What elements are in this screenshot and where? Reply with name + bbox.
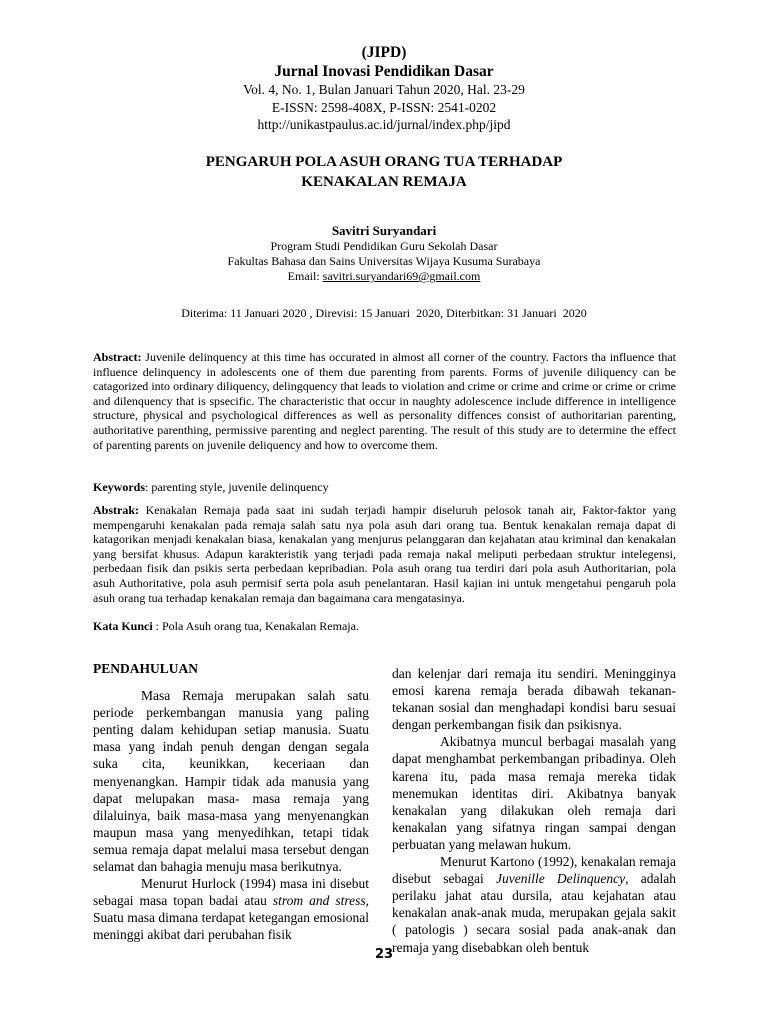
text-run: , adalah perilaku jahat atau dursila, atau kejahatan atau kenakalan anak-anak muda, merupakan gejala sakit ( patologis ) secara sosial pada anak-anak dan remaja yang disebabkan oleh bentuk: [392, 871, 676, 955]
text-run: , Suatu masa dimana terdapat ketegangan emosional meninggi akibat dari perubahan fisik: [93, 893, 369, 943]
volume-info: Vol. 4, No. 1, Bulan Januari Tahun 2020, Hal. 23-29: [243, 82, 525, 97]
keywords-english: [93, 480, 676, 495]
abstrak-text: Kenakalan Remaja pada saat ini sudah terjadi hampir diseluruh pelosok tanah air, Faktor-faktor yang mempengaruhi kenakalan pada remaja salah satu nya pola asuh dari orang tua. Bentuk kenakalan remaja dapat di katagorikan menjadi kenakalan biasa, kenakalan yang menjurus pelanggaran dan kejahatan atau kriminal dan kenakalan yang bersifat khusus. Adapun karakteristik yang terjadi pada remaja nakal meliputi perbedaan struktur intelegensi, perbedaan fisik dan psikis serta perbedaan kepribadian. Pola asuh orang tua terdiri dari pola asuh Authoritarian, pola asuh Authoritative, pola asuh permisif serta pola asuh penelantaran. Hasil kajian ini untuk mengetahui pengaruh pola asuh orang tua terhadap kenakalan remaja dan bagaimana cara mengatasinya.: [93, 503, 676, 605]
body-paragraph: [93, 875, 369, 943]
abstract-text: Juvenile delinquency at this time has occurated in almost all corner of the country. Factors tha influence that influence delinquency in adolescents one of them due parenting from parents. Forms of juvenile diliquency can be catagorized into ordinary diliquency, delingquency that leads to violation and crime or crime and crime or crime or crime and dilenquency that is spsecific. The characteristic that occur in naughty adolescence include difference in intelligence structure, physical and psychological differences as well as personality diffences consist of authoritarian parenting, authoritative parenthing, permissive parenting and neglect parenting. The result of this study are to determine the effect of parenting parents on juvenile deliquency and how to overcome them.: [93, 350, 676, 452]
katakunci-text: : Pola Asuh orang tua, Kenakalan Remaja.: [152, 619, 359, 633]
author-program: Program Studi Pendidikan Guru Sekolah Dasar: [270, 239, 498, 253]
title-line-2: KENAKALAN REMAJA: [301, 174, 467, 190]
author-email-line: [0, 269, 768, 284]
abstract-english: [93, 350, 676, 452]
submission-dates: Diterima: 11 Januari 2020 , Direvisi: 15 Januari 2020, Diterbitkan: 31 Januari 2020: [181, 306, 587, 320]
section-heading: PENDAHULUAN: [93, 661, 199, 676]
body-column-left: [93, 660, 369, 944]
journal-abbreviation: (JIPD): [361, 44, 407, 61]
journal-header: [0, 44, 768, 134]
body-paragraph: Masa Remaja merupakan salah satu periode perkembangan manusia yang paling penting dalam kehidupan setiap manusia. Suatu masa yang indah penuh dengan dengan segala suka cita, keunikkan, keceriaan dan menyenangkan. Hampir tidak ada manusia yang dapat melupakan masa- masa remaja yang dilaluinya, baik masa-masa yang menyenangkan maupun masa yang menyedihkan, tetapi tidak semua remaja dapat melalui masa tersebut dengan selamat dan bahagia menuju masa berikutnya.: [93, 688, 369, 875]
journal-url[interactable]: http://unikastpaulus.ac.id/jurnal/index.php/jipd: [257, 117, 511, 132]
keywords-indonesian: [93, 619, 676, 634]
body-paragraph: Akibatnya muncul berbagai masalah yang dapat menghambat perkembangan pribadinya. Oleh karena itu, pada masa remaja mereka tidak menemukan identitas diri. Akibatnya banyak kenakalan yang dilakukan oleh remaja dari kenakalan yang sifatnya ringan sampai dengan perbuatan yang melawan hukum.: [392, 734, 676, 852]
journal-name: Jurnal Inovasi Pendidikan Dasar: [274, 63, 494, 80]
text-run: Menurut Hurlock (1994) masa ini disebut sebagai masa topan badai atau: [93, 876, 369, 909]
abstrak-label: Abstrak:: [93, 503, 140, 517]
page-number: 23: [374, 947, 394, 962]
author-email-link[interactable]: savitri.suryandari69@gmail.com: [322, 269, 481, 283]
abstract-indonesian: [93, 503, 676, 605]
paper-title: [0, 152, 768, 192]
abstract-label: Abstract:: [93, 350, 142, 364]
keywords-text: : parenting style, juvenile delinquency: [145, 480, 329, 494]
author-name: Savitri Suryandari: [331, 223, 437, 238]
text-run: Menurut Kartono (1992), kenakalan remaja disebut sebagai: [392, 854, 676, 887]
author-faculty: Fakultas Bahasa dan Sains Universitas Wijaya Kusuma Surabaya: [227, 254, 541, 268]
body-paragraph: [392, 853, 676, 956]
keywords-label: Keywords: [93, 480, 145, 494]
italic-term: strom and stress: [272, 893, 366, 909]
katakunci-label: Kata Kunci: [93, 619, 153, 633]
body-paragraph: dan kelenjar dari remaja itu sendiri. Meningginya emosi karena remaja berada dibawah tekanan-tekanan sosial dan menghadapi kondisi baru sesuai dengan perkembangan fisik dan psikisnya.: [392, 666, 676, 733]
body-column-right: [392, 665, 676, 956]
italic-term: Juvenille Delinquency: [495, 871, 626, 887]
author-block: [0, 222, 768, 284]
title-line-1: PENGARUH POLA ASUH ORANG TUA TERHADAP: [205, 154, 563, 170]
email-label: Email:: [287, 269, 323, 283]
issn-info: E-ISSN: 2598-408X, P-ISSN: 2541-0202: [271, 99, 497, 115]
